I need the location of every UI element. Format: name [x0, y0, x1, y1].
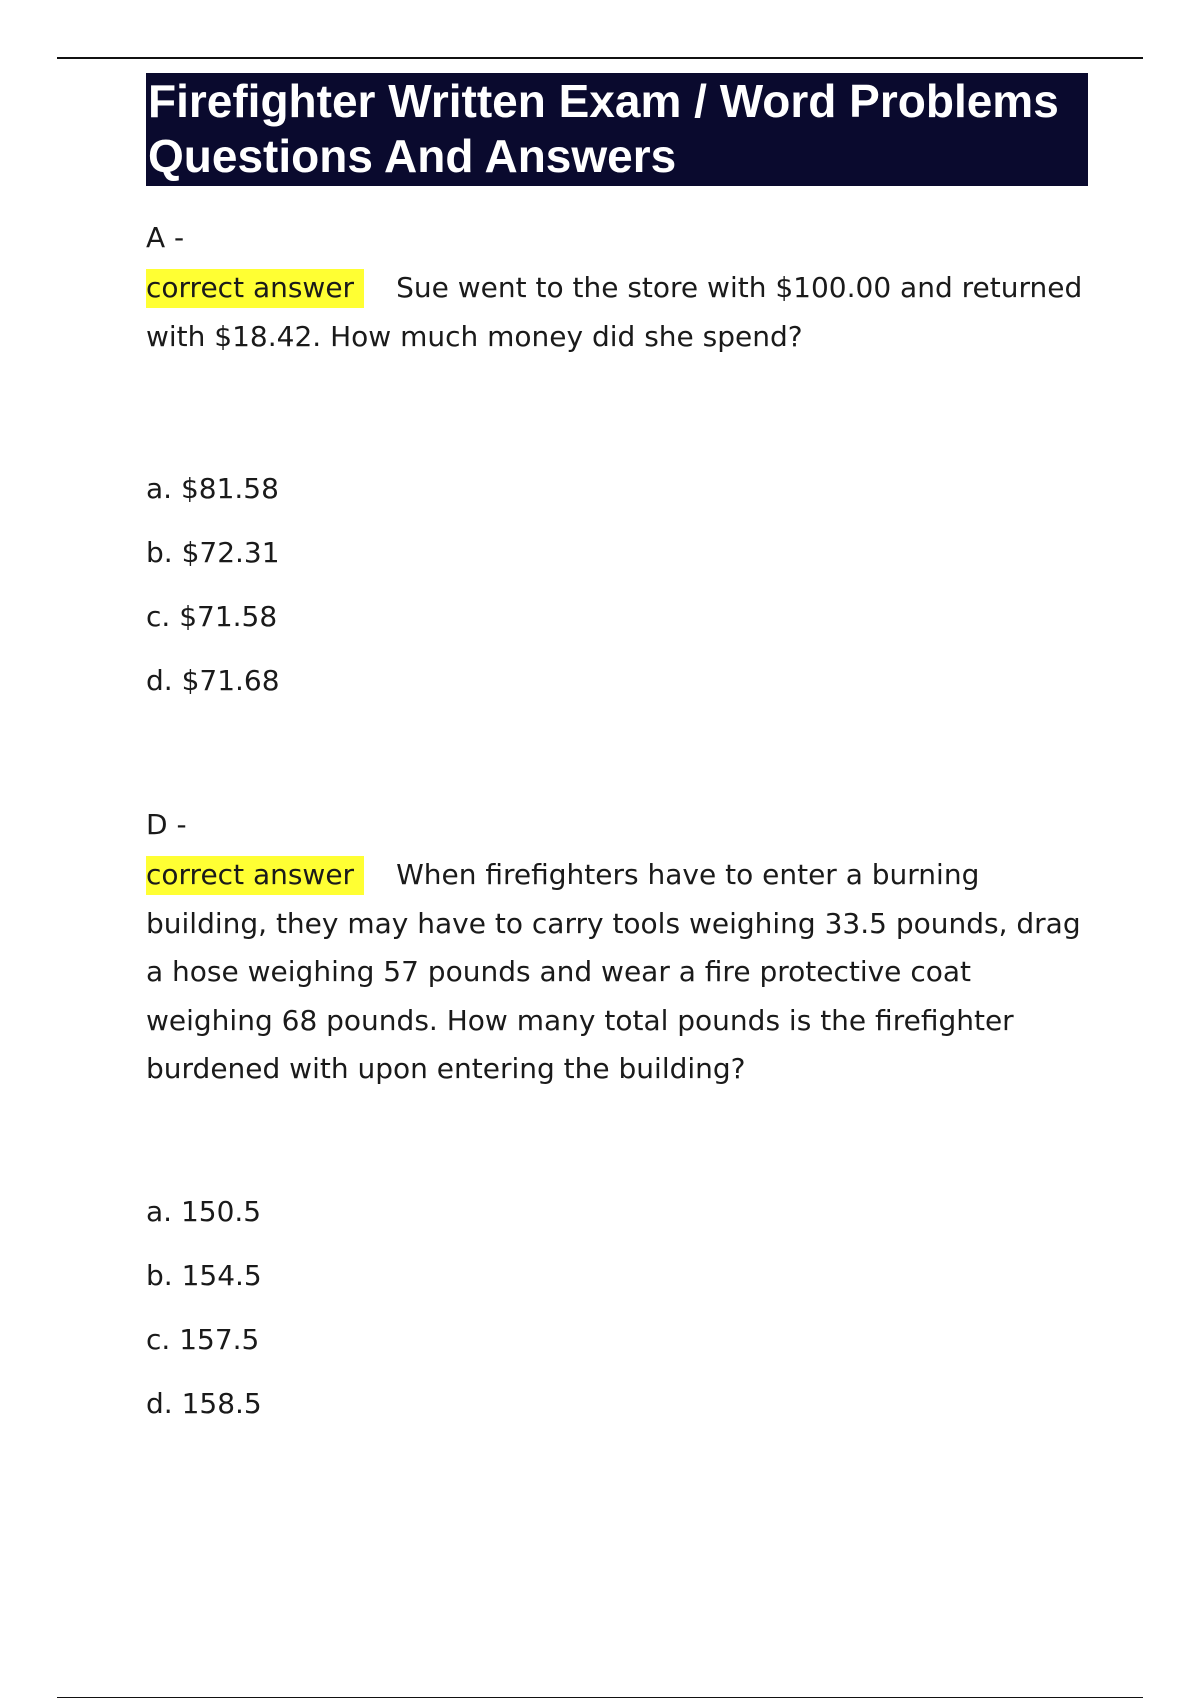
option-a: a. $81.58 — [146, 472, 279, 505]
correct-answer-highlight: correct answer — [146, 269, 364, 308]
option-c: c. 157.5 — [146, 1322, 260, 1356]
option-c: c. $71.58 — [146, 600, 278, 633]
option-a: a. 150.5 — [146, 1194, 262, 1228]
option-d: d. 158.5 — [146, 1386, 262, 1420]
answer-letter: D - — [146, 808, 187, 841]
answer-options — [146, 1180, 1088, 1436]
option-b: b. $72.31 — [146, 536, 280, 569]
question-1 — [146, 216, 1088, 713]
question-2 — [146, 803, 1088, 1436]
top-divider — [57, 57, 1143, 59]
answer-options — [146, 457, 1088, 713]
document-body — [146, 73, 1088, 1436]
option-d: d. $71.68 — [146, 664, 280, 697]
document-title: Firefighter Written Exam / Word Problems Questions And Answers — [146, 73, 1088, 186]
correct-answer-highlight: correct answer — [146, 856, 364, 895]
option-b: b. 154.5 — [146, 1258, 262, 1292]
answer-letter: A - — [146, 221, 185, 254]
question-text — [146, 851, 1088, 1094]
question-body: When firefighters have to enter a burning building, they may have to carry tools weighing 33.5 pounds, drag a hose weighing 57 pounds and wear a fire protective coat weighing 68 pounds. How many total pounds is the firefighter burdened with upon entering the building? — [146, 858, 1081, 1085]
bottom-divider — [57, 1697, 1143, 1698]
question-text — [146, 264, 1088, 361]
question-body: Sue went to the store with $100.00 and returned with $18.42. How much money did she spend? — [146, 271, 1083, 353]
